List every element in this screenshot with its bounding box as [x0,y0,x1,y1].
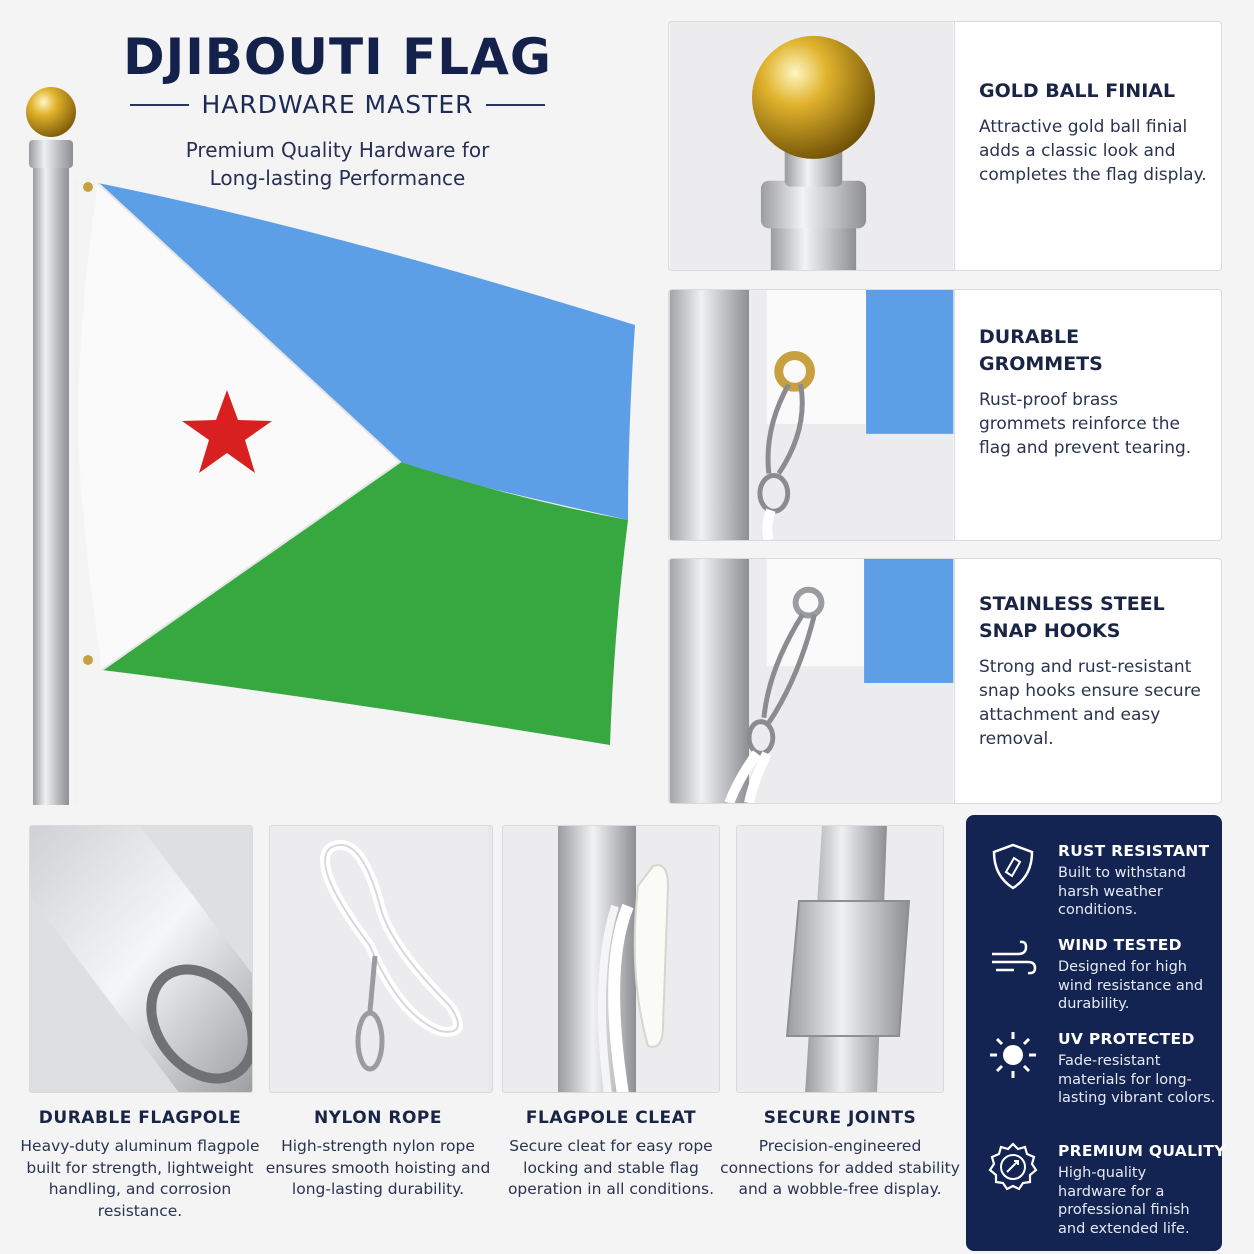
shield-icon [988,842,1038,892]
secure-joints-photo [736,825,944,1093]
flagpole-photo [29,825,253,1093]
feature-description: Attractive gold ball finial adds a classic look and completes the flag display. [979,117,1207,185]
hero-flag-on-pole [0,80,650,810]
sun-icon [988,1030,1038,1080]
wind-icon [988,936,1038,986]
feature-description: Strong and rust-resistant snap hooks ensure secure attachment and easy removal. [979,657,1201,749]
bottom-feature-cleat [491,1108,731,1201]
feature-title: DURABLE GROMMETS [979,326,1103,375]
nylon-rope-photo [269,825,493,1093]
grommet-bottom [83,655,93,665]
bottom-feature-flagpole [20,1108,260,1222]
grommet-top [83,182,93,192]
feature-title: STAINLESS STEEL SNAP HOOKS [979,593,1165,642]
flagpole-cleat-photo [502,825,720,1093]
tagline-line-1: Premium Quality Hardware for [185,138,490,162]
flagpole [33,160,69,805]
feature-card-durable-grommets [668,289,1222,541]
snap-hook-photo [669,559,955,803]
bottom-feature-title: DURABLE FLAGPOLE [38,1108,242,1128]
quality-seal-icon [988,1142,1038,1192]
feature-card-snap-hooks [668,558,1222,804]
page-subtitle: HARDWARE MASTER [201,90,474,119]
bottom-feature-joints [720,1108,960,1201]
bottom-feature-description: High-strength nylon rope ensures smooth hoisting and long-lasting durability. [265,1137,491,1198]
benefits-panel: RUST RESISTANT Built to withstand harsh weather conditions. WIND TESTED Designed for high wind resistance and durability. UV PROTECTED Fade-resistant materials for long-lasting vibrant colors. PREMIUM QUALITY High-quality hardware for a professional finish and extended life. [966,815,1222,1251]
feature-card-gold-ball-finial [668,21,1222,271]
bottom-feature-title: NYLON ROPE [314,1108,442,1128]
bottom-feature-title: FLAGPOLE CLEAT [525,1108,697,1128]
feature-description: Rust-proof brass grommets reinforce the flag and prevent tearing. [979,390,1192,458]
djibouti-flag [78,183,635,745]
finial-photo [669,22,955,270]
bottom-feature-description: Secure cleat for easy rope locking and stable flag operation in all conditions. [507,1137,715,1198]
bottom-feature-title: SECURE JOINTS [763,1108,917,1128]
bottom-feature-description: Precision-engineered connections for added stability and a wobble-free display. [720,1137,960,1198]
page-title: DJIBOUTI FLAG [123,28,552,86]
finial-collar [29,140,73,168]
bottom-feature-rope [258,1108,498,1201]
bottom-feature-description: Heavy-duty aluminum flagpole built for strength, lightweight handling, and corrosion resistance. [20,1137,260,1220]
gold-ball-finial [26,87,76,137]
grommet-photo [669,290,955,540]
tagline-line-2: Long-lasting Performance [209,166,466,190]
gold-ball-icon [752,36,875,159]
feature-title: GOLD BALL FINIAL [979,80,1176,102]
